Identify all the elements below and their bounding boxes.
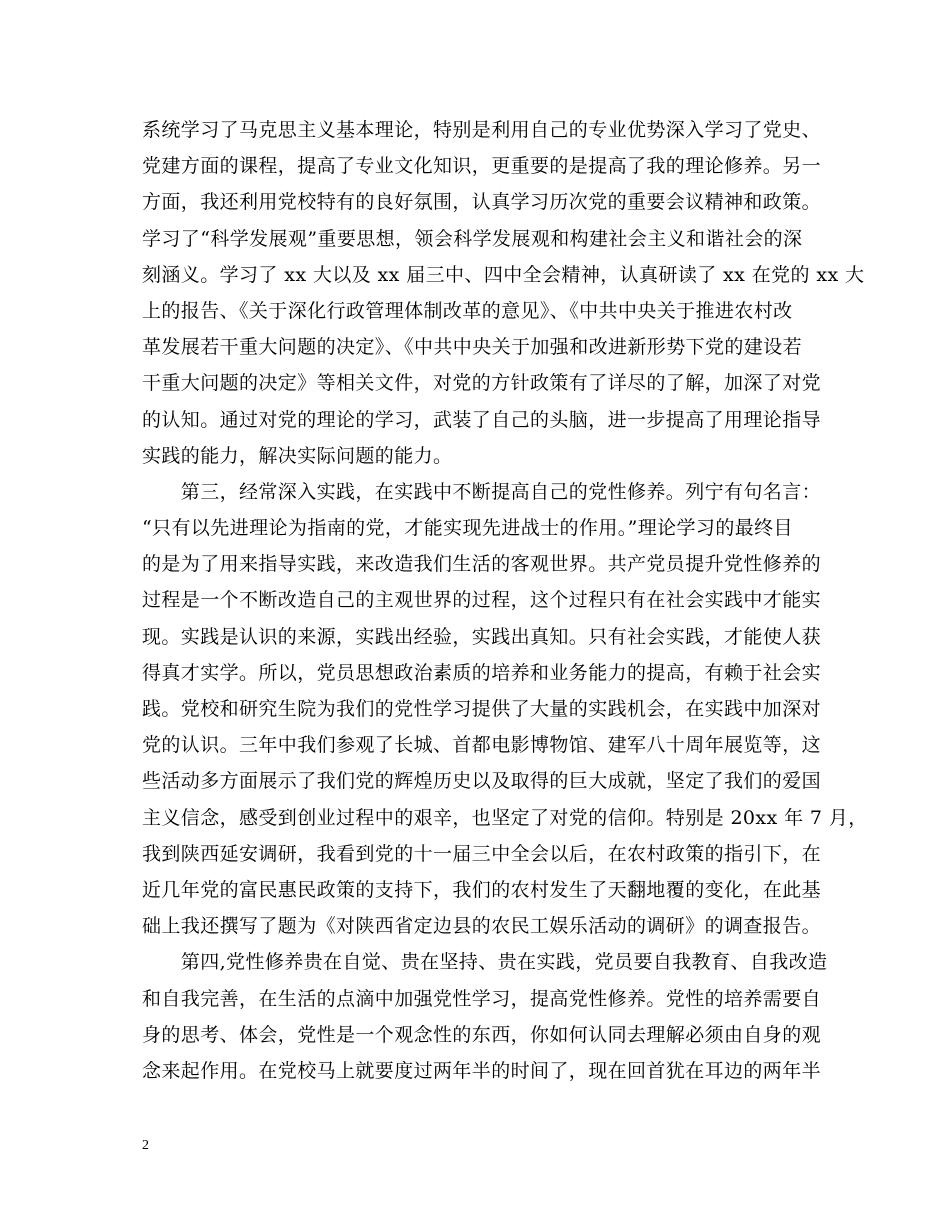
text-line: 实践的能力，解决实际问题的能力。: [142, 444, 453, 467]
text-line: 方面，我还利用党校特有的良好氛围，认真学习历次党的重要会议精神和政策。: [142, 191, 822, 214]
text-line: 现。实践是认识的来源，实践出经验，实践出真知。只有社会实践，才能使人获: [142, 625, 822, 648]
text-line: 身的思考、体会，党性是一个观念性的东西，你如何认同去理解必须由自身的观: [142, 1023, 822, 1046]
text-line: 革发展若干重大问题的决定》、《中共中央关于加强和改进新形势下党的建设若: [142, 336, 803, 359]
text-line: 学习了“科学发展观”重要思想，领会科学发展观和构建社会主义和谐社会的深: [142, 227, 803, 250]
text-line: 和自我完善，在生活的点滴中加强党性学习，提高党性修养。党性的培养需要自: [142, 987, 822, 1010]
text-line: 我到陕西延安调研，我看到党的十一届三中全会以后，在农村政策的指引下，在: [142, 842, 822, 865]
text-line: 础上我还撰写了题为《对陕西省定边县的农民工娱乐活动的调研》的调查报告。: [142, 915, 822, 938]
page-number: 2: [142, 1138, 149, 1153]
text-line: 主义信念，感受到创业过程中的艰辛，也坚定了对党的信仰。特别是 20xx 年 7 月，: [142, 806, 868, 829]
text-line: 党建方面的课程，提高了专业文化知识，更重要的是提高了我的理论修养。另一: [142, 155, 822, 178]
body-text: [142, 112, 868, 1089]
text-line: 近几年党的富民惠民政策的支持下，我们的农村发生了天翻地覆的变化，在此基: [142, 878, 822, 901]
text-line: 践。党校和研究生院为我们的党性学习提供了大量的实践机会，在实践中加深对: [142, 698, 822, 720]
text-line: 系统学习了马克思主义基本理论，特别是利用自己的专业优势深入学习了党史、: [142, 119, 822, 141]
text-line: 第三，经常深入实践，在实践中不断提高自己的党性修养。列宁有句名言：: [142, 480, 822, 503]
text-line: 第四,党性修养贵在自觉、贵在坚持、贵在实践，党员要自我教育、自我改造: [142, 951, 828, 974]
text-line: 过程是一个不断改造自己的主观世界的过程，这个过程只有在社会实践中才能实: [142, 589, 822, 612]
text-line: 得真才实学。所以，党员思想政治素质的培养和业务能力的提高，有赖于社会实: [142, 661, 822, 684]
text-line: “只有以先进理论为指南的党，才能实现先进战士的作用。”理论学习的最终目: [142, 517, 793, 540]
text-line: 党的认识。三年中我们参观了长城、首都电影博物馆、建军八十周年展览等，这: [142, 734, 822, 757]
text-line: 些活动多方面展示了我们党的辉煌历史以及取得的巨大成就，坚定了我们的爱国: [142, 770, 822, 793]
text-line: 干重大问题的决定》等相关文件，对党的方针政策有了详尽的了解，加深了对党: [142, 372, 822, 395]
text-line: 的是为了用来指导实践，来改造我们生活的客观世界。共产党员提升党性修养的: [142, 553, 822, 576]
text-line: 的认知。通过对党的理论的学习，武装了自己的头脑，进一步提高了用理论指导: [142, 408, 822, 431]
text-line: 念来起作用。在党校马上就要度过两年半的时间了，现在回首犹在耳边的两年半: [142, 1059, 822, 1082]
text-line: 刻涵义。学习了 xx 大以及 xx 届三中、四中全会精神，认真研读了 xx 在党的 xx 大: [142, 263, 865, 286]
text-line: 上的报告、《关于深化行政管理体制改革的意见》、《中共中央关于推进农村改: [142, 299, 793, 322]
